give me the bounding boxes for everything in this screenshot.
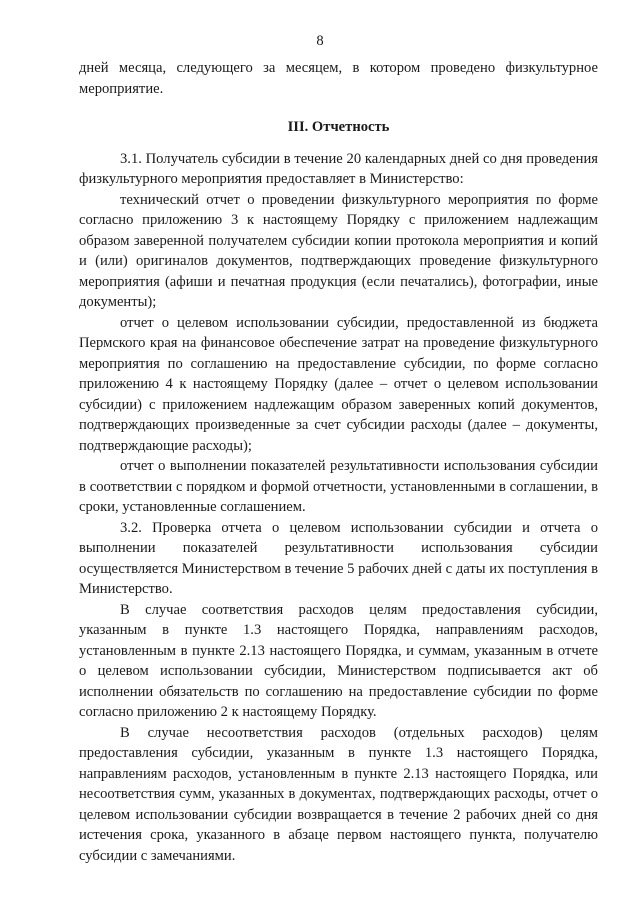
document-body (79, 58, 598, 866)
section-heading: III. Отчетность (287, 119, 390, 135)
paragraph-compliance-case: В случае соответствия расходов целям предоставления субсидии, указанным в пункте 1.3 настоящего Порядка, направлениям расходов, установленным в пункте 2.13 настоящего Порядка, и суммам, указанным в отчете о целевом использовании субсидии, Министерством подписывается акт об исполнении обязательств по соглашению на предоставление субсидии по форме согласно приложению 2 к настоящему Порядку. (79, 601, 598, 720)
paragraph-3-2: 3.2. Проверка отчета о целевом использовании субсидии и отчета о выполнении показателей результативности использования субсидии осуществляется Министерством в течение 5 рабочих дней с даты их поступления в Министерство. (79, 519, 598, 597)
paragraph-continuation: дней месяца, следующего за месяцем, в котором проведено физкультурное мероприятие. (79, 60, 598, 97)
paragraph-targeted-use-report: отчет о целевом использовании субсидии, предоставленной из бюджета Пермского края на финансовое обеспечение затрат на проведение физкультурного мероприятия по соглашению на предоставление субсидии, по форме согласно приложению 4 к настоящему Порядку (далее – отчет о целевом использовании субсидии) с приложением надлежащим образом заверенных копий документов, подтверждающих произведенные за счет субсидии расходы (далее – документы, подтверждающие расходы); (79, 314, 598, 454)
page-number: 8 (316, 33, 324, 49)
paragraph-noncompliance-case: В случае несоответствия расходов (отдельных расходов) целям предоставления субсидии, указанным в пункте 1.3 настоящего Порядка, направлениям расходов, установленным в пункте 2.13 настоящего Порядка, или несоответствия сумм, указанных в документах, подтверждающих расходы, отчет о целевом использовании субсидии возвращается в течение 2 рабочих дней со дня истечения срока, указанного в абзаце первом настоящего пункта, получателю субсидии с замечаниями. (79, 724, 598, 864)
paragraph-performance-report: отчет о выполнении показателей результативности использования субсидии в соответствии с порядком и формой отчетности, установленными в соглашении, в сроки, установленные соглашением. (79, 458, 598, 515)
paragraph-technical-report: технический отчет о проведении физкультурного мероприятия по форме согласно приложению 3 к настоящему Порядку с приложением надлежащим образом заверенной получателем субсидии копии протокола мероприятия и копий и (или) оригиналов документов, подтверждающих проведение физкультурного мероприятия (афиши и печатная продукция (если печатались), фотографии, иные документы); (79, 191, 598, 310)
paragraph-3-1: 3.1. Получатель субсидии в течение 20 календарных дней со дня проведения физкультурного мероприятия предоставляет в Министерство: (79, 150, 598, 187)
